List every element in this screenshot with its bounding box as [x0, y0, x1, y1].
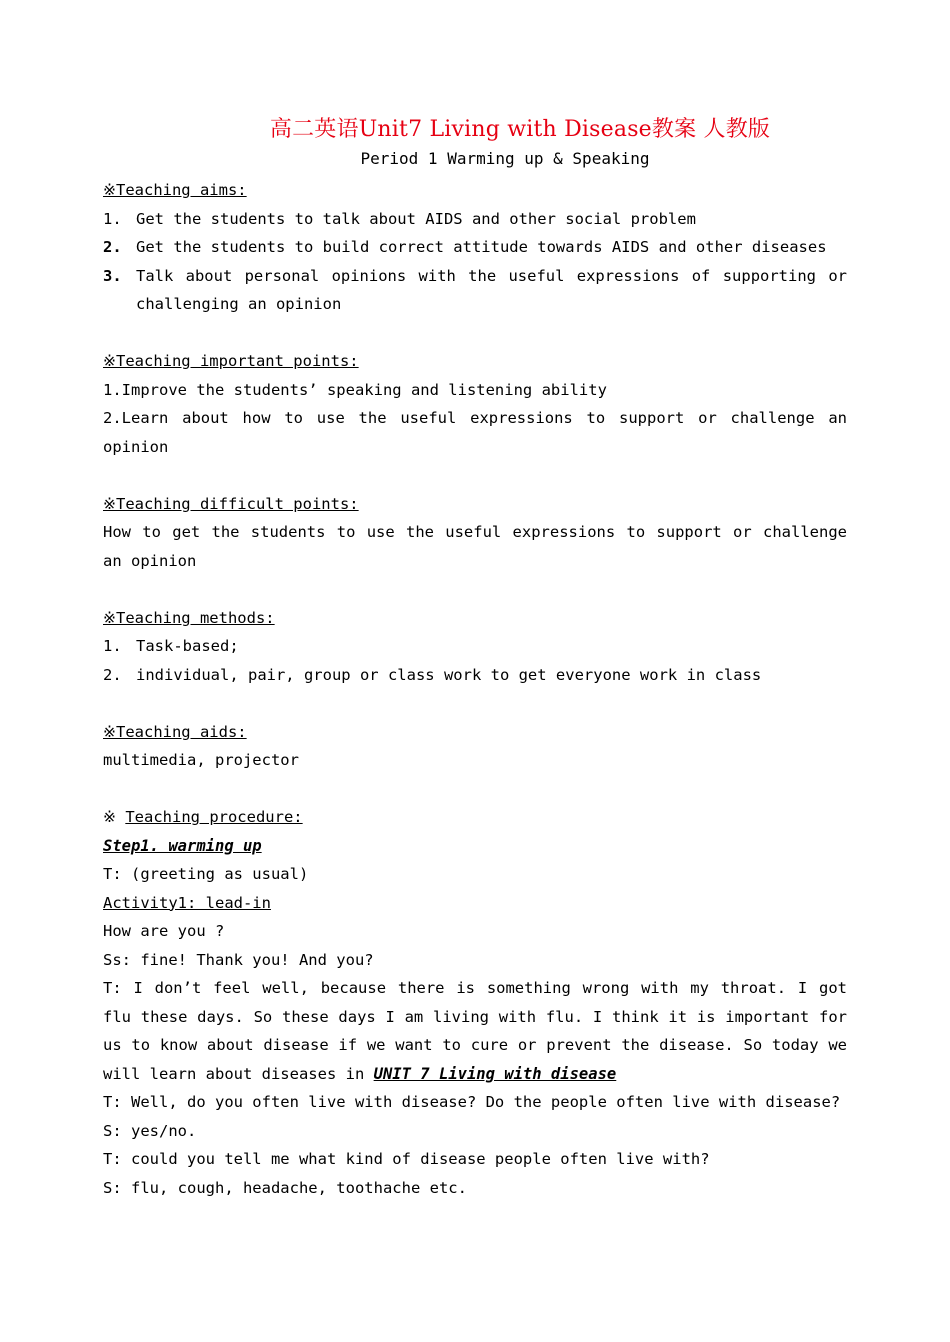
important-item: 1.Improve the students’ speaking and listening ability: [103, 380, 607, 399]
dialogue-line: T: (greeting as usual): [103, 865, 309, 883]
methods-section: [103, 604, 847, 633]
dialogue-line: T: Well, do you often live with disease? Do the people often live with disease?: [103, 1093, 841, 1111]
document-title: 高二英语Unit7 Living with Disease教案 人教版: [269, 117, 771, 142]
difficult-text: How to get the students to use the useful expressions to support or challenge an opinion: [103, 523, 847, 570]
methods-item-text: individual, pair, group or class work to get everyone work in class: [136, 665, 762, 684]
important-item: 2.Learn about how to use the useful expressions to support or challenge an opinion: [103, 409, 847, 456]
procedure-heading: Teaching procedure:: [125, 808, 303, 826]
spacer: [103, 461, 847, 490]
aids-section: [103, 718, 847, 747]
methods-item: [103, 632, 847, 661]
dialogue-line: Ss: fine! Thank you! And you?: [103, 950, 374, 969]
difficult-section: [103, 490, 847, 519]
aims-item-text: Talk about personal opinions with the useful expressions of supporting or challenging an opinion: [136, 266, 847, 313]
aims-item-number: 1.: [103, 209, 122, 228]
aids-text: multimedia, projector: [103, 751, 299, 769]
dialogue-text: T: I don’t feel well, because there is something wrong with my throat. I got flu these days. So these days I am living with flu. I think it is important for us to know about disease if we want to cure or prevent the disease. So today we will learn about diseases in: [103, 979, 847, 1083]
activity1-line: [103, 889, 847, 918]
dialogue-line: S: yes/no.: [103, 1121, 197, 1140]
methods-heading: ※Teaching methods:: [103, 608, 275, 627]
methods-item-number: 1.: [103, 637, 122, 655]
activity1-heading: Activity1: lead-in: [103, 893, 271, 912]
aims-heading: ※Teaching aims:: [103, 181, 247, 199]
aims-section: [103, 176, 847, 205]
dialogue-line: S: flu, cough, headache, toothache etc.: [103, 1178, 467, 1197]
spacer: [103, 775, 847, 804]
dialogue-line: How are you ?: [103, 922, 225, 940]
difficult-heading: ※Teaching difficult points:: [103, 494, 359, 513]
procedure-section: [103, 803, 847, 832]
procedure-mark: ※: [103, 808, 126, 826]
dialogue-line: T: could you tell me what kind of disease people often live with?: [103, 1150, 710, 1168]
aims-item-number: 3.: [103, 266, 122, 285]
aims-item: [103, 233, 847, 262]
aims-item: [103, 262, 847, 319]
document-page: [103, 112, 847, 1202]
spacer: [103, 575, 847, 604]
aims-item-text: Get the students to talk about AIDS and other social problem: [136, 209, 696, 228]
methods-item: [103, 661, 847, 690]
unit-reference: UNIT 7 Living with disease: [373, 1064, 617, 1083]
aids-heading: ※Teaching aids:: [103, 722, 247, 741]
step1-heading: Step1. warming up: [103, 836, 262, 855]
document-subtitle: Period 1 Warming up & Speaking: [360, 149, 650, 168]
aims-item-number: 2.: [103, 238, 122, 256]
methods-item-number: 2.: [103, 665, 122, 684]
aims-item: [103, 205, 847, 234]
spacer: [103, 689, 847, 718]
spacer: [103, 319, 847, 348]
important-heading: ※Teaching important points:: [103, 352, 359, 370]
dialogue-paragraph: [103, 974, 847, 1088]
methods-item-text: Task-based;: [136, 637, 239, 655]
step1-line: [103, 832, 847, 861]
aims-item-text: Get the students to build correct attitude towards AIDS and other diseases: [136, 238, 827, 256]
important-section: [103, 347, 847, 376]
